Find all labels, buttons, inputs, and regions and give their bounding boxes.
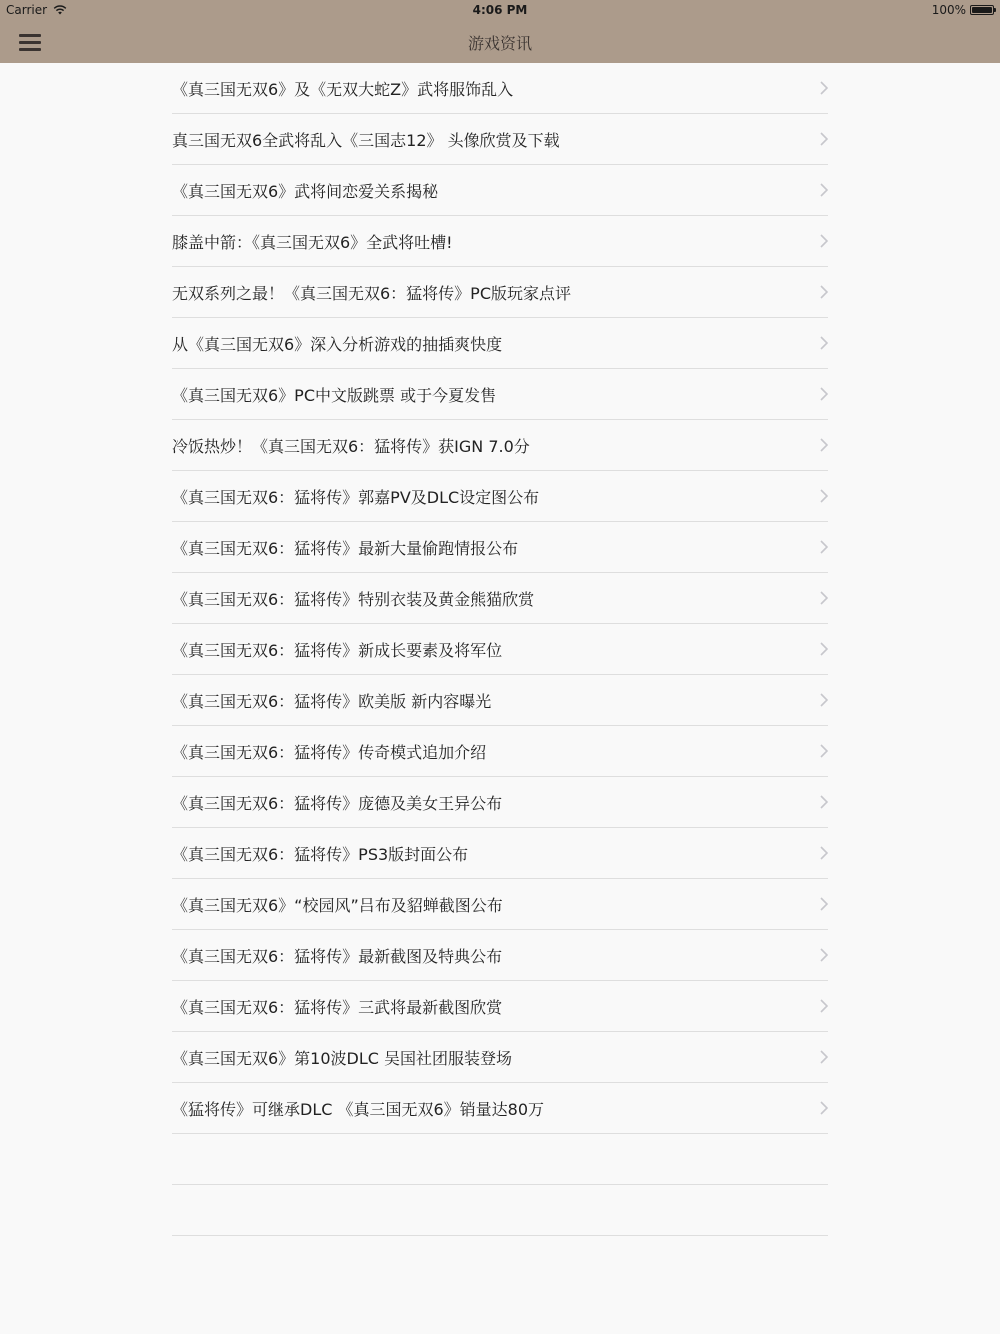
list-item[interactable]: [172, 930, 828, 981]
article-title: 《真三国无双6：猛将传》庞德及美女王异公布: [172, 793, 503, 813]
list-item[interactable]: [172, 267, 828, 318]
article-title: 无双系列之最！《真三国无双6：猛将传》PC版玩家点评: [172, 283, 572, 303]
chevron-right-icon: [820, 999, 828, 1013]
list-item[interactable]: [172, 675, 828, 726]
article-title: 《真三国无双6：猛将传》特别衣装及黄金熊猫欣赏: [172, 589, 535, 609]
chevron-right-icon: [820, 132, 828, 146]
chevron-right-icon: [820, 897, 828, 911]
article-title: 从《真三国无双6》深入分析游戏的抽插爽快度: [172, 334, 503, 354]
chevron-right-icon: [820, 489, 828, 503]
chevron-right-icon: [820, 387, 828, 401]
article-title: 真三国无双6全武将乱入《三国志12》 头像欣赏及下载: [172, 130, 560, 150]
battery-icon: [970, 5, 994, 15]
list-item[interactable]: [172, 726, 828, 777]
article-title: 《真三国无双6：猛将传》三武将最新截图欣赏: [172, 997, 503, 1017]
chevron-right-icon: [820, 795, 828, 809]
battery-percent: 100%: [931, 3, 966, 17]
list-item[interactable]: [172, 573, 828, 624]
article-title: 《真三国无双6》第10波DLC 吴国社团服装登场: [172, 1048, 513, 1068]
article-title: 《真三国无双6》及《无双大蛇Z》武将服饰乱入: [172, 79, 514, 99]
article-title: 《真三国无双6》PC中文版跳票 或于今夏发售: [172, 385, 497, 405]
chevron-right-icon: [820, 183, 828, 197]
list-item[interactable]: [172, 777, 828, 828]
article-title: 膝盖中箭：《真三国无双6》全武将吐槽!: [172, 232, 453, 252]
chevron-right-icon: [820, 846, 828, 860]
battery-group: [932, 3, 994, 17]
chevron-right-icon: [820, 336, 828, 350]
chevron-right-icon: [820, 744, 828, 758]
chevron-right-icon: [820, 438, 828, 452]
chevron-right-icon: [820, 234, 828, 248]
list-item[interactable]: [172, 522, 828, 573]
navigation-bar: [0, 22, 1000, 63]
list-item[interactable]: [172, 879, 828, 930]
list-item[interactable]: [172, 471, 828, 522]
article-title: 《真三国无双6：猛将传》郭嘉PV及DLC设定图公布: [172, 487, 540, 507]
list-item[interactable]: [172, 63, 828, 114]
chevron-right-icon: [820, 591, 828, 605]
article-title: 《真三国无双6：猛将传》新成长要素及将军位: [172, 640, 503, 660]
top-bar: [0, 0, 1000, 63]
status-bar: [0, 0, 1000, 22]
carrier-label: Carrier: [6, 3, 48, 17]
article-title: 《真三国无双6：猛将传》PS3版封面公布: [172, 844, 469, 864]
chevron-right-icon: [820, 81, 828, 95]
list-item[interactable]: [172, 216, 828, 267]
list-item[interactable]: [172, 318, 828, 369]
list-item[interactable]: [172, 1083, 828, 1134]
chevron-right-icon: [820, 693, 828, 707]
article-title: 冷饭热炒！《真三国无双6：猛将传》获IGN 7.0分: [172, 436, 530, 456]
list-item[interactable]: [172, 828, 828, 879]
chevron-right-icon: [820, 1101, 828, 1115]
list-item[interactable]: [172, 369, 828, 420]
chevron-right-icon: [820, 540, 828, 554]
article-title: 《真三国无双6》“校园风”吕布及貂蝉截图公布: [172, 895, 503, 915]
article-list: [172, 63, 828, 1236]
chevron-right-icon: [820, 948, 828, 962]
empty-row: [172, 1134, 828, 1185]
empty-row: [172, 1185, 828, 1236]
status-time: 4:06 PM: [472, 3, 528, 17]
article-title: 《真三国无双6：猛将传》最新截图及特典公布: [172, 946, 503, 966]
article-title: 《真三国无双6：猛将传》传奇模式追加介绍: [172, 742, 487, 762]
article-title: 《猛将传》可继承DLC 《真三国无双6》销量达80万: [172, 1099, 545, 1119]
article-title: 《真三国无双6：猛将传》最新大量偷跑情报公布: [172, 538, 519, 558]
list-item[interactable]: [172, 114, 828, 165]
battery-fill: [972, 7, 992, 13]
article-title: 《真三国无双6》武将间恋爱关系揭秘: [172, 181, 439, 201]
list-item[interactable]: [172, 981, 828, 1032]
chevron-right-icon: [820, 642, 828, 656]
list-item[interactable]: [172, 624, 828, 675]
article-title: 《真三国无双6：猛将传》欧美版 新内容曝光: [172, 691, 492, 711]
list-item[interactable]: [172, 165, 828, 216]
list-item[interactable]: [172, 420, 828, 471]
chevron-right-icon: [820, 285, 828, 299]
chevron-right-icon: [820, 1050, 828, 1064]
list-item[interactable]: [172, 1032, 828, 1083]
page-title: 游戏资讯: [467, 34, 532, 53]
